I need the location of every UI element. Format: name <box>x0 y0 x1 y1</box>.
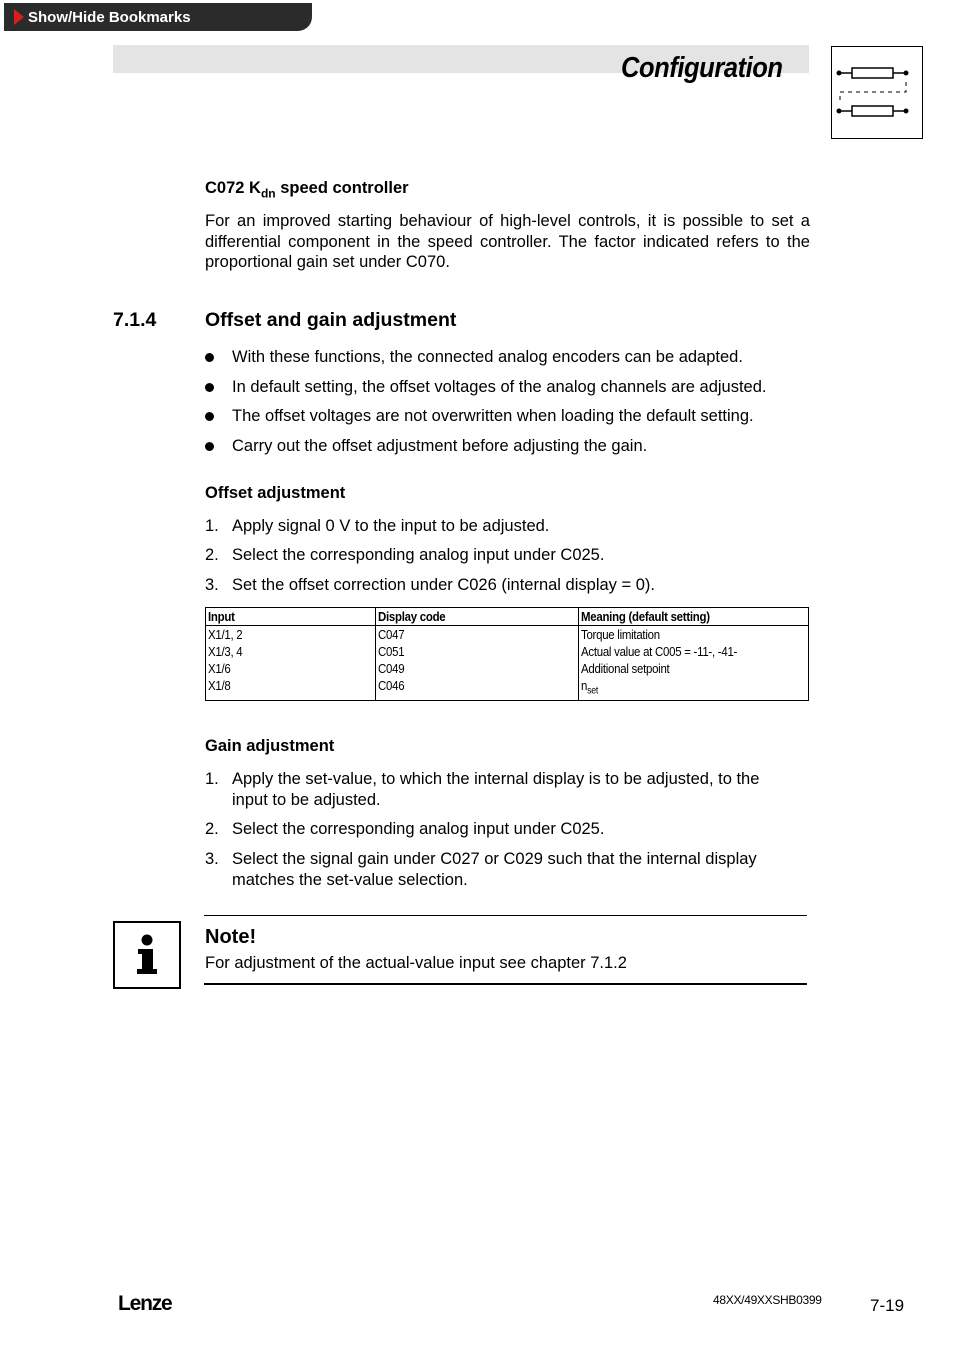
note-title: Note! <box>205 926 257 948</box>
step-number: 2. <box>205 546 219 564</box>
controller-circuit-icon <box>831 46 923 139</box>
table-cell: C047 <box>376 626 579 644</box>
step-text: Select the signal gain under C027 or C029 such that the internal display matches the set-value selection. <box>232 850 757 889</box>
bullet-text: Carry out the offset adjustment before adjusting the gain. <box>232 437 648 455</box>
table-cell: X1/8 <box>206 677 376 700</box>
step-text: Set the offset correction under C026 (internal display = 0). <box>232 576 655 594</box>
step-text: Select the corresponding analog input under C025. <box>232 820 605 838</box>
table-header-row <box>206 608 809 626</box>
bullet-item <box>205 406 810 427</box>
bullet-item <box>205 436 810 457</box>
note-text: For adjustment of the actual-value input see chapter 7.1.2 <box>205 954 627 972</box>
step-number: 1. <box>205 517 219 535</box>
step-text: Apply the set-value, to which the internal display is to be adjusted, to the input to be adjusted. <box>232 770 760 809</box>
document-code: 48XX/49XXSHB0399 <box>713 1293 822 1307</box>
table-cell: Torque limitation <box>579 626 809 644</box>
info-icon <box>113 921 181 989</box>
note-divider <box>204 915 807 916</box>
table-cell: Additional setpoint <box>579 660 809 677</box>
c072-title-prefix: C072 K <box>205 179 261 197</box>
bullet-item <box>205 377 810 398</box>
step-number: 2. <box>205 820 219 838</box>
bullet-icon <box>205 412 214 421</box>
bullet-item <box>205 347 810 368</box>
bullet-icon <box>205 383 214 392</box>
section-title: Offset and gain adjustment <box>205 309 457 331</box>
list-item <box>205 575 810 596</box>
offset-table <box>205 607 809 701</box>
c072-title-subscript: dn <box>260 186 276 201</box>
bullet-text: The offset voltages are not overwritten when loading the default setting. <box>232 407 754 425</box>
step-text: Apply signal 0 V to the input to be adjusted. <box>232 517 550 535</box>
section-number: 7.1.4 <box>113 309 157 331</box>
table-cell: C049 <box>376 660 579 677</box>
page-number: 7-19 <box>870 1296 905 1315</box>
c072-heading <box>205 179 409 200</box>
table-cell: X1/6 <box>206 660 376 677</box>
list-item <box>205 516 810 537</box>
table-cell: X1/1, 2 <box>206 626 376 644</box>
bullet-icon <box>205 353 214 362</box>
bullet-text: With these functions, the connected analog encoders can be adapted. <box>232 348 743 366</box>
step-number: 3. <box>205 576 219 594</box>
list-item <box>205 849 790 890</box>
gain-heading: Gain adjustment <box>205 737 335 755</box>
table-row <box>206 677 809 700</box>
nset-subscript: set <box>587 685 599 697</box>
step-number: 3. <box>205 850 219 868</box>
list-item <box>205 819 810 840</box>
offset-heading: Offset adjustment <box>205 484 346 502</box>
step-text: Select the corresponding analog input under C025. <box>232 546 605 564</box>
table-cell: C046 <box>376 677 579 700</box>
step-number: 1. <box>205 770 219 788</box>
bullet-icon <box>205 442 214 451</box>
triangle-right-icon <box>14 9 24 25</box>
bookmarks-label: Show/Hide Bookmarks <box>28 8 191 26</box>
table-row <box>206 643 809 660</box>
list-item <box>205 545 810 566</box>
table-row <box>206 626 809 644</box>
c072-title-suffix: speed controller <box>275 179 409 197</box>
table-header: Display code <box>376 608 579 626</box>
show-hide-bookmarks-button[interactable] <box>4 3 312 31</box>
table-cell <box>579 677 809 700</box>
table-header: Meaning (default setting) <box>579 608 809 626</box>
bullet-text: In default setting, the offset voltages of the analog channels are adjusted. <box>232 378 767 396</box>
note-divider <box>204 983 807 985</box>
table-row <box>206 660 809 677</box>
c072-body: For an improved starting behaviour of high-level controls, it is possible to set a differential component in the speed controller. The factor indicated refers to the proportional gain set under C070. <box>205 212 810 271</box>
table-cell: X1/3, 4 <box>206 643 376 660</box>
nset-symbol: n <box>581 678 588 693</box>
lenze-logo: Lenze <box>118 1292 172 1315</box>
page-title: Configuration <box>621 52 783 84</box>
list-item <box>205 769 790 810</box>
table-cell: Actual value at C005 = -11-, -41- <box>579 643 809 660</box>
table-cell: C051 <box>376 643 579 660</box>
table-header: Input <box>206 608 376 626</box>
